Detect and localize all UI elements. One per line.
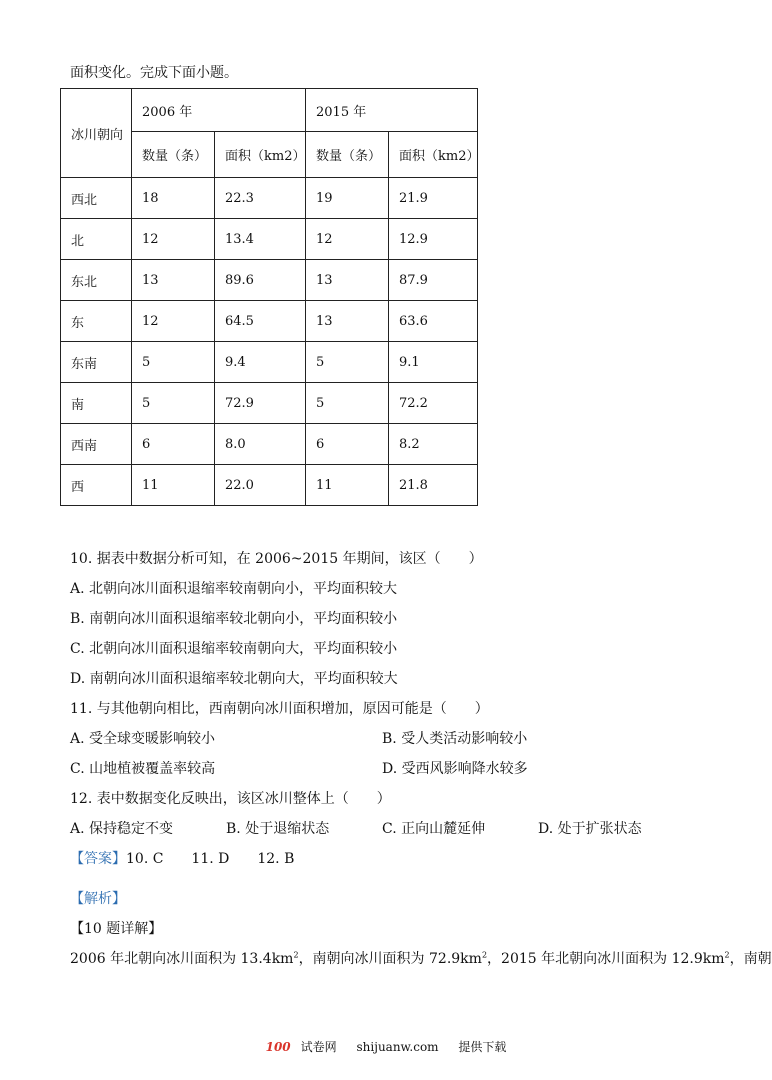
table-row <box>61 260 478 301</box>
table-cell: 12.9 <box>389 219 478 260</box>
table-cell: 11 <box>306 465 389 506</box>
table-cell: 西 <box>61 465 132 506</box>
table-row <box>61 465 478 506</box>
answer-line <box>70 848 294 868</box>
table-cell: 东 <box>61 301 132 342</box>
question-12-option-b: B. 处于退缩状态 <box>226 821 330 837</box>
footer-brand[interactable] <box>258 1040 337 1054</box>
intro-text: 面积变化。完成下面小题。 <box>70 65 238 81</box>
table-row <box>61 178 478 219</box>
superscript: 2 <box>481 950 488 960</box>
analysis-label: 【解析】 <box>70 891 126 907</box>
site-logo: 100 <box>265 1040 291 1054</box>
table-cell: 72.2 <box>389 383 478 424</box>
table-cell: 5 <box>306 342 389 383</box>
table-cell: 8.2 <box>389 424 478 465</box>
table-cell: 东南 <box>61 342 132 383</box>
table-cell: 22.0 <box>215 465 306 506</box>
table-row <box>61 383 478 424</box>
question-10-option-c: C. 北朝向冰川面积退缩率较南朝向大，平均面积较小 <box>70 641 398 657</box>
table-cell: 13.4 <box>215 219 306 260</box>
table-cell: 13 <box>306 301 389 342</box>
table-cell: 5 <box>132 383 215 424</box>
table-cell: 西北 <box>61 178 132 219</box>
table-year-2006: 2006 年 <box>132 89 306 132</box>
table-cell: 东北 <box>61 260 132 301</box>
table-cell: 12 <box>132 219 215 260</box>
site-domain-link[interactable]: shijuanw.com <box>356 1040 439 1054</box>
table-cell: 87.9 <box>389 260 478 301</box>
table-subheader: 面积（km2） <box>389 132 478 178</box>
table-cell: 64.5 <box>215 301 306 342</box>
table-header-row <box>61 89 478 132</box>
detail-text: ，南朝向冰川面积为 72.9km <box>298 951 482 967</box>
detail-text: ，2015 年北朝向冰川面积为 12.9km <box>487 951 725 967</box>
superscript: 2 <box>724 950 730 960</box>
table-cell: 8.0 <box>215 424 306 465</box>
table-cell: 5 <box>132 342 215 383</box>
table-cell: 12 <box>132 301 215 342</box>
table-year-2015: 2015 年 <box>306 89 478 132</box>
table-subheader: 数量（条） <box>306 132 389 178</box>
table-cell: 21.9 <box>389 178 478 219</box>
table-cell: 6 <box>132 424 215 465</box>
table-cell: 19 <box>306 178 389 219</box>
table-cell: 13 <box>132 260 215 301</box>
table-cell: 72.9 <box>215 383 306 424</box>
question-10-option-d: D. 南朝向冰川面积退缩率较北朝向大，平均面积较大 <box>70 671 398 687</box>
question-11-option-c: C. 山地植被覆盖率较高 <box>70 761 216 777</box>
footer-slogan: 提供下载 <box>458 1040 507 1054</box>
table-row <box>61 219 478 260</box>
table-cell: 西南 <box>61 424 132 465</box>
question-10-stem: 10. 据表中数据分析可知，在 2006~2015 年期间，该区（ ） <box>70 551 483 567</box>
detail-text: 2006 年北朝向冰川面积为 13.4km <box>70 951 294 967</box>
answer-label: 【答案】 <box>70 851 126 867</box>
table-cell: 63.6 <box>389 301 478 342</box>
table-row <box>61 424 478 465</box>
question-11-option-d: D. 受西风影响降水较多 <box>382 761 528 777</box>
table-subheader: 面积（km2） <box>215 132 306 178</box>
page-footer <box>0 1038 764 1055</box>
answer-text: 10. C 11. D 12. B <box>126 851 295 867</box>
table-cell: 18 <box>132 178 215 219</box>
question-12-option-a: A. 保持稳定不变 <box>70 821 174 837</box>
table-cell: 9.4 <box>215 342 306 383</box>
question-11-option-b: B. 受人类活动影响较小 <box>382 731 528 747</box>
table-cell: 北 <box>61 219 132 260</box>
detail-text: ，南朝 <box>729 951 772 967</box>
detail-paragraph <box>70 948 772 968</box>
table-corner-label: 冰川朝向 <box>61 89 132 178</box>
table-subheader: 数量（条） <box>132 132 215 178</box>
question-12-option-d: D. 处于扩张状态 <box>538 821 642 837</box>
detail-label: 【10 题详解】 <box>70 921 163 937</box>
glacier-table <box>60 88 478 506</box>
table-cell: 12 <box>306 219 389 260</box>
question-10-option-a: A. 北朝向冰川面积退缩率较南朝向小，平均面积较大 <box>70 581 398 597</box>
question-10-option-b: B. 南朝向冰川面积退缩率较北朝向小，平均面积较小 <box>70 611 398 627</box>
table-row <box>61 301 478 342</box>
question-12-option-c: C. 正向山麓延伸 <box>382 821 486 837</box>
table-cell: 6 <box>306 424 389 465</box>
table-cell: 21.8 <box>389 465 478 506</box>
table-cell: 南 <box>61 383 132 424</box>
table-cell: 13 <box>306 260 389 301</box>
table-cell: 5 <box>306 383 389 424</box>
table-cell: 11 <box>132 465 215 506</box>
table-cell: 9.1 <box>389 342 478 383</box>
table-row <box>61 342 478 383</box>
question-12-stem: 12. 表中数据变化反映出，该区冰川整体上（ ） <box>70 791 391 807</box>
question-11-option-a: A. 受全球变暖影响较小 <box>70 731 216 747</box>
question-11-stem: 11. 与其他朝向相比，西南朝向冰川面积增加，原因可能是（ ） <box>70 701 489 717</box>
table-cell: 89.6 <box>215 260 306 301</box>
superscript: 2 <box>293 950 299 960</box>
site-name: 试卷网 <box>300 1040 337 1054</box>
table-cell: 22.3 <box>215 178 306 219</box>
